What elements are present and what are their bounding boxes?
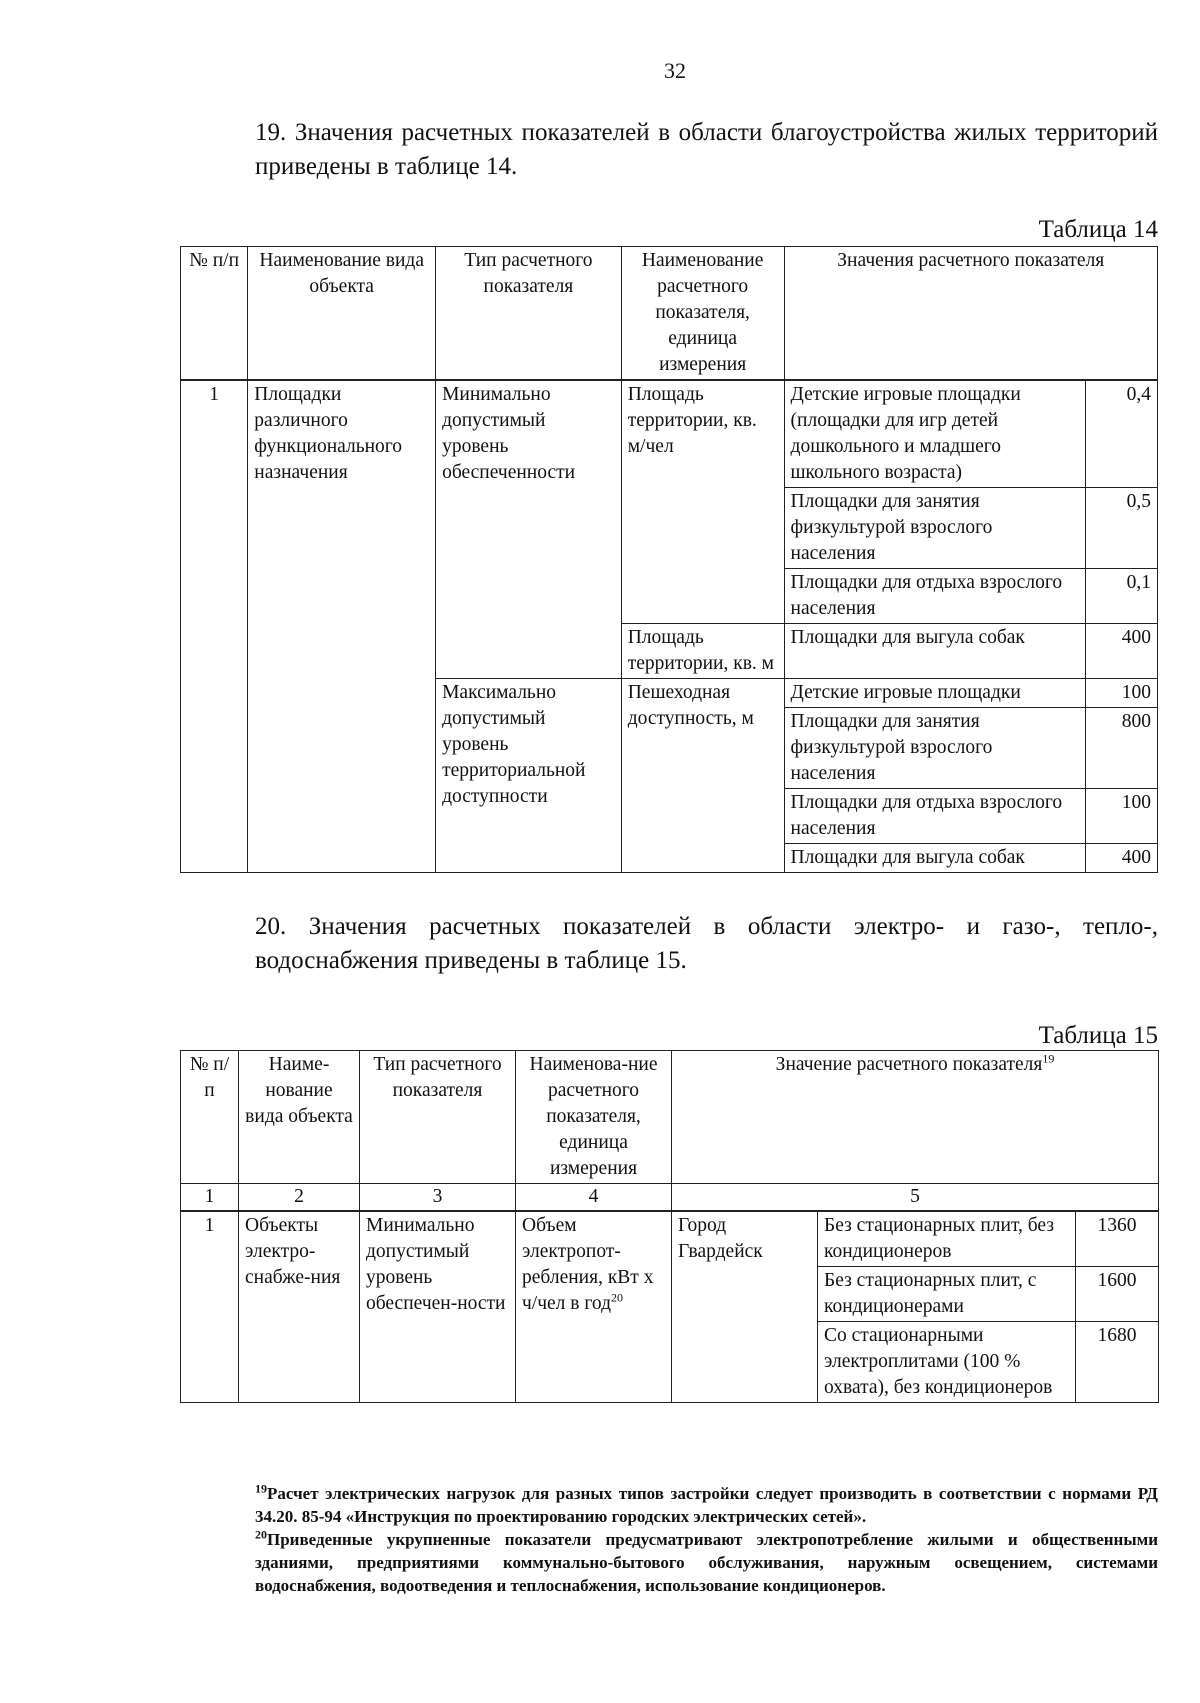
t15-object: Объекты электро-снабже-ния [239, 1211, 360, 1403]
t14-item-value: 0,1 [1086, 569, 1158, 624]
t15-item-name: Без стационарных плит, с кондиционерами [818, 1267, 1076, 1322]
t14-item-value: 100 [1086, 679, 1158, 708]
t14-item-value: 100 [1086, 789, 1158, 844]
footnote-20 [180, 1528, 1158, 1597]
footnote-ref-20: 20 [611, 1290, 623, 1305]
t15-col-number: 1 [181, 1184, 239, 1212]
t15-header-type: Тип расчетного показателя [360, 1051, 516, 1184]
t15-col-number: 5 [672, 1184, 1159, 1212]
t14-header-no: № п/п [181, 247, 248, 381]
t15-header-value [672, 1051, 1159, 1184]
table-15 [180, 1050, 1159, 1403]
t14-object: Площадки различного функционального назначения [248, 380, 436, 873]
table-15-caption: Таблица 15 [1038, 1022, 1158, 1049]
table-15-header-row [181, 1051, 1159, 1184]
paragraph-19 [180, 116, 1158, 184]
table-14 [180, 246, 1158, 873]
t14-item-name: Площадки для занятия физкультурой взрослого населения [784, 488, 1086, 569]
t14-header-object: Наименование вида объекта [248, 247, 436, 381]
t14-item-name: Площадки для занятия физкультурой взрослого населения [784, 708, 1086, 789]
footnotes [180, 1482, 1158, 1597]
t14-row-no: 1 [181, 380, 248, 873]
t15-indicator-text: Объем электропот-ребления, кВт х ч/чел в год [522, 1215, 654, 1314]
footnote-19 [180, 1482, 1158, 1528]
t15-col-number: 3 [360, 1184, 516, 1212]
table-row [181, 380, 1158, 488]
table-row [181, 1211, 1159, 1267]
t14-item-name: Площадки для отдыха взрослого населения [784, 789, 1086, 844]
footnote-20-mark: 20 [255, 1527, 267, 1542]
t15-item-value: 1680 [1076, 1322, 1159, 1403]
footnote-ref-19: 19 [1042, 1051, 1055, 1066]
paragraph-19-text: 19. Значения расчетных показателей в области благоустройства жилых территорий приведены в таблице 14. [255, 119, 1158, 180]
t14-item-value: 400 [1086, 844, 1158, 873]
t14-item-name: Детские игровые площадки [784, 679, 1086, 708]
t14-item-value: 400 [1086, 624, 1158, 679]
t14-item-name: Площадки для выгула собак [784, 844, 1086, 873]
t15-col-number: 2 [239, 1184, 360, 1212]
t14-item-name: Площадки для выгула собак [784, 624, 1086, 679]
paragraph-20-text: 20. Значения расчетных показателей в области электро- и газо-, тепло-, водоснабжения приведены в таблице 15. [255, 913, 1158, 974]
footnote-19-mark: 19 [255, 1481, 267, 1496]
t14-header-indicator: Наименование расчетного показателя, единица измерения [621, 247, 784, 381]
t14-item-name: Детские игровые площадки (площадки для игр детей дошкольного и младшего школьного возраста) [784, 380, 1086, 488]
paragraph-20 [180, 910, 1158, 978]
t15-type: Минимально допустимый уровень обеспечен-ности [360, 1211, 516, 1403]
t15-header-no: № п/п [181, 1051, 239, 1184]
t15-indicator [516, 1211, 672, 1403]
t14-item-value: 800 [1086, 708, 1158, 789]
t14-type-max: Максимально допустимый уровень территориальной доступности [436, 679, 622, 873]
t14-item-name: Площадки для отдыха взрослого населения [784, 569, 1086, 624]
page-number: 32 [664, 58, 686, 83]
t15-item-value: 1600 [1076, 1267, 1159, 1322]
t14-header-type: Тип расчетного показателя [436, 247, 622, 381]
t14-ind-area: Площадь территории, кв. м [621, 624, 784, 679]
t15-header-object: Наиме-нование вида объекта [239, 1051, 360, 1184]
t14-item-value: 0,5 [1086, 488, 1158, 569]
t14-type-min: Минимально допустимый уровень обеспеченности [436, 380, 622, 679]
t15-item-value: 1360 [1076, 1211, 1159, 1267]
t14-ind-area-per: Площадь территории, кв. м/чел [621, 380, 784, 624]
t15-item-name: Без стационарных плит, без кондиционеров [818, 1211, 1076, 1267]
footnote-19-text: Расчет электрических нагрузок для разных типов застройки следует производить в соответствии с нормами РД 34.20. 85-94 «Инструкция по проектированию городских электрических сетей». [255, 1484, 1158, 1526]
t15-col-number: 4 [516, 1184, 672, 1212]
t14-ind-access: Пешеходная доступность, м [621, 679, 784, 873]
t15-header-value-text: Значение расчетного показателя [775, 1054, 1043, 1075]
t15-row-no: 1 [181, 1211, 239, 1403]
t15-item-name: Со стационарными электроплитами (100 % охвата), без кондиционеров [818, 1322, 1076, 1403]
footnote-20-text: Приведенные укрупненные показатели предусматривают электропотребление жилыми и общественными зданиями, предприятиями коммунально-бытового обслуживания, наружным освещением, системами водоснабжения, водоотведения и теплоснабжения, использование кондиционеров. [255, 1530, 1158, 1595]
table-14-caption: Таблица 14 [1038, 216, 1158, 243]
t14-item-value: 0,4 [1086, 380, 1158, 488]
table-14-header-row [181, 247, 1158, 381]
table-15-number-row [181, 1184, 1159, 1212]
t15-header-indicator: Наименова-ние расчетного показателя, единица измерения [516, 1051, 672, 1184]
t15-city: Город Гвардейск [672, 1211, 818, 1403]
t14-header-value: Значения расчетного показателя [784, 247, 1157, 381]
